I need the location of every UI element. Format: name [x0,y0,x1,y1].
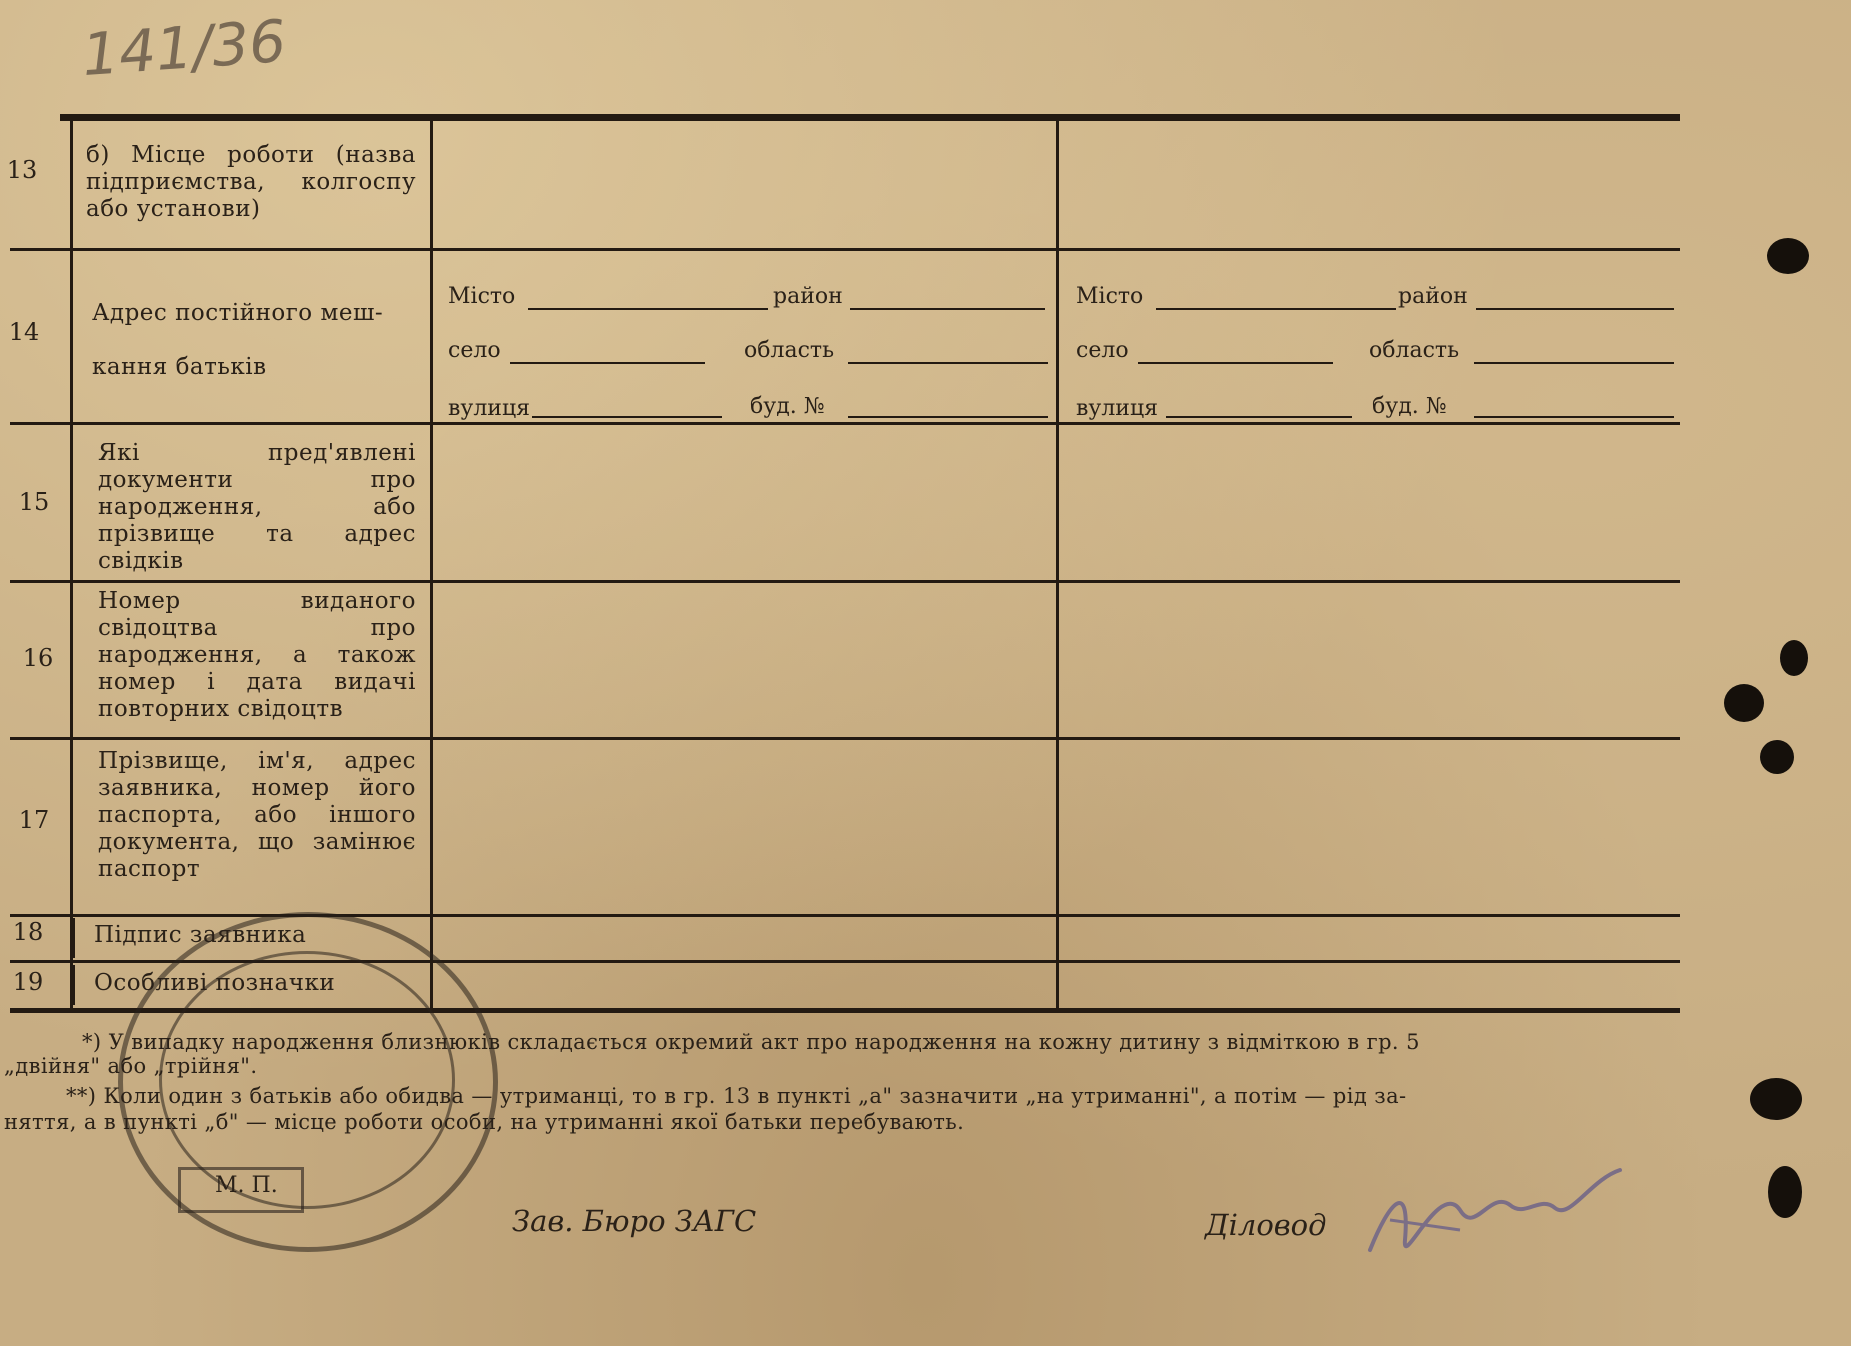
row-label: Адрес постійного меш- [92,300,384,326]
blank-line [532,416,722,418]
address-village-label: село [448,338,501,363]
blank-line [1166,416,1352,418]
blank-line [1476,308,1674,310]
footnote-twins-cont: „двійня" або „трійня". [4,1054,258,1078]
footnote-dependents: **) Коли один з батьків або обидва — утриманці, то в гр. 13 в пункті „а" зазначити „на утриманні", а потім — рід за- [66,1084,1407,1108]
blank-line [1156,308,1396,310]
address-region-label: область [1369,338,1460,363]
column-divider [430,118,433,1008]
binder-hole [1760,740,1794,774]
row-label: Підпис заявника [94,922,307,948]
row-divider [10,737,1680,740]
address-block-father [448,284,1048,424]
address-village-label: село [1076,338,1129,363]
address-building-label: буд. № [1372,394,1447,419]
row-label: Особливі позначки [94,970,336,996]
address-district-label: район [1398,284,1468,309]
address-building-label: буд. № [750,394,825,419]
address-street-label: вулиця [448,396,530,421]
row-number: 16 [22,644,54,672]
row-label: Прізвище, ім'я, адрес заявника, номер його паспорта, або іншого документа, що замінює паспорт [98,748,416,882]
row-number: 17 [18,806,50,834]
row-number: 15 [18,488,50,516]
address-street-label: вулиця [1076,396,1158,421]
binder-hole [1750,1078,1802,1120]
row-number-divider [72,918,75,958]
row-label: Номер виданого свідоцтва про народження, а також номер і дата видачі повторних свідоцтв [98,588,416,722]
address-city-label: Місто [1076,284,1144,309]
row-divider [10,580,1680,583]
stamp-center-text: М. П. [215,1173,278,1198]
row-label: б) Місце роботи (назва підприємства, колгоспу або установи) [86,142,416,222]
binder-hole [1768,1166,1802,1218]
address-region-label: область [744,338,835,363]
blank-line [1474,416,1674,418]
binder-hole [1767,238,1809,274]
table-top-border [60,114,1680,121]
row-label: Які пред'явлені документи про народження, або прізвище та адрес свідків [98,440,416,574]
row-number: 14 [8,318,40,346]
column-divider [1056,118,1059,1008]
row-number: 13 [6,156,38,184]
blank-line [850,308,1045,310]
clerk-handwritten-signature [1350,1140,1650,1290]
row-number: 19 [12,968,44,996]
blank-line [1474,362,1674,364]
row-number-divider [72,965,75,1005]
head-signature-label: Зав. Бюро ЗАГС [512,1204,757,1238]
row-label: кання батьків [92,354,267,380]
footnote-twins: *) У випадку народження близнюків складається окремий акт про народження на кожну дитину з відміткою в гр. 5 [82,1030,1420,1054]
row-divider [10,248,1680,251]
official-stamp [118,912,498,1252]
clerk-signature-label: Діловод [1205,1208,1327,1242]
binder-hole [1724,684,1764,722]
address-district-label: район [773,284,843,309]
blank-line [848,362,1048,364]
address-city-label: Місто [448,284,516,309]
archive-number: 141/36 [79,6,289,90]
blank-line [510,362,705,364]
binder-hole [1780,640,1808,676]
blank-line [1138,362,1333,364]
blank-line [848,416,1048,418]
blank-line [528,308,768,310]
row-number: 18 [12,918,44,946]
column-divider [70,118,73,1008]
footnote-dependents-cont: няття, а в пункті „б" — місце роботи особи, на утриманні якої батьки перебувають. [4,1110,965,1134]
address-block-mother [1076,284,1676,424]
